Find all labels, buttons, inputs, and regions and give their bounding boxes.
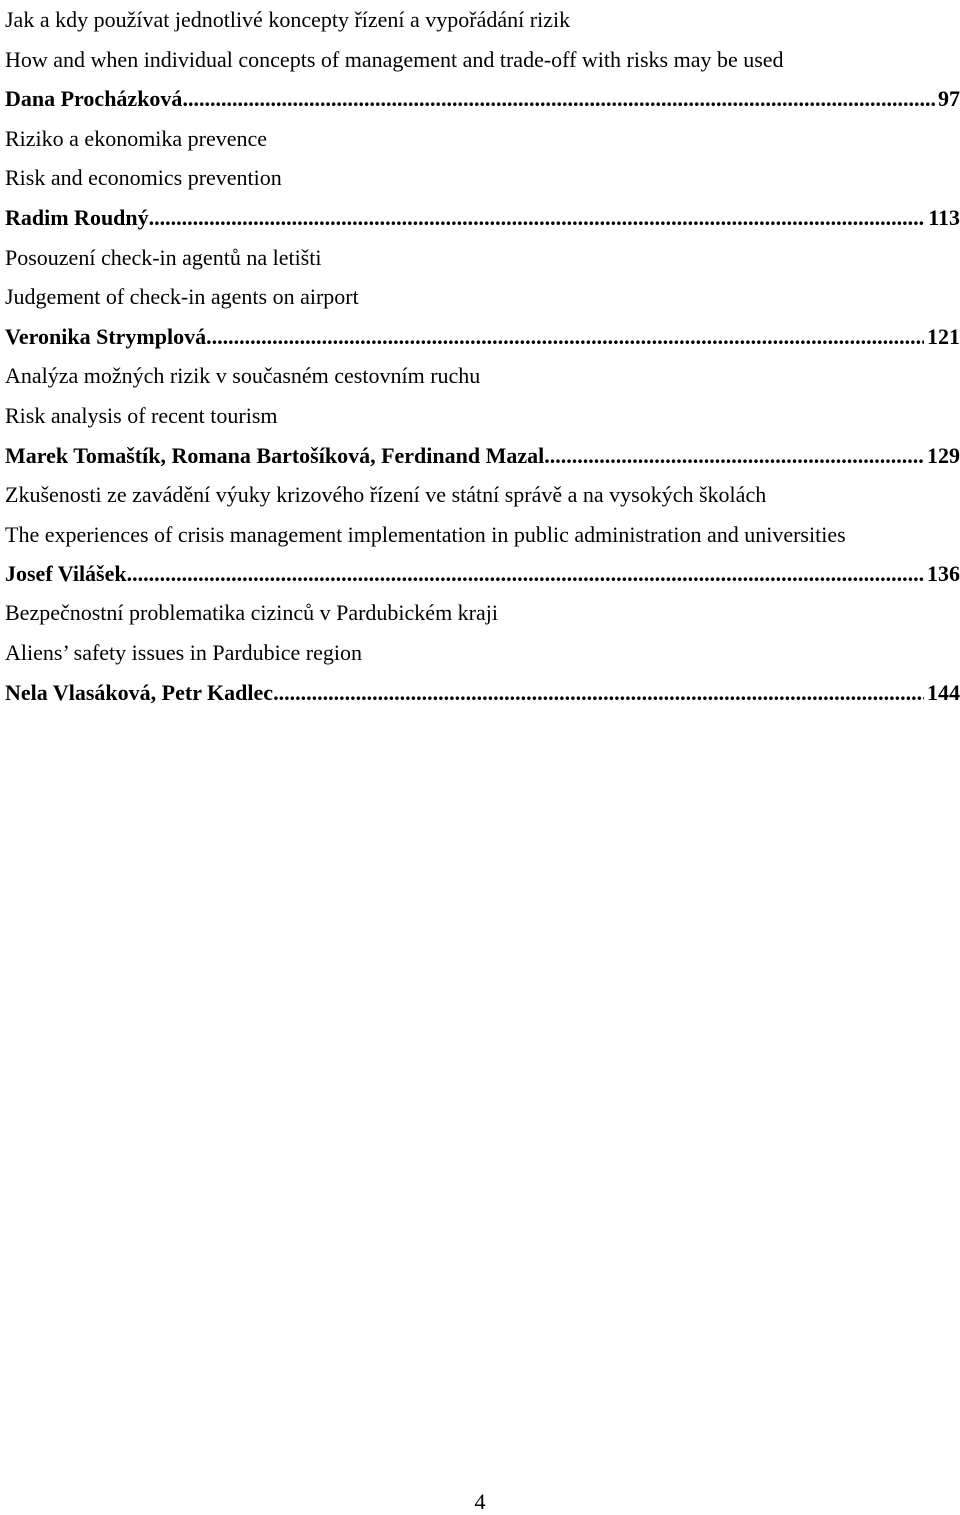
toc-title-english: Risk analysis of recent tourism xyxy=(5,402,278,428)
toc-authors: Marek Tomaštík, Romana Bartošíková, Ferdinand Mazal xyxy=(5,442,545,468)
toc-title-english: How and when individual concepts of management and trade-off with risks may be used xyxy=(5,46,784,72)
toc-author-line[interactable] xyxy=(5,79,960,119)
toc-author-line[interactable] xyxy=(5,554,960,594)
toc-entry xyxy=(5,475,960,593)
toc-author-line[interactable] xyxy=(5,198,960,238)
dot-leader xyxy=(149,198,926,238)
toc-page-number: 121 xyxy=(927,323,960,349)
dot-leader xyxy=(127,554,924,594)
toc-entry xyxy=(5,593,960,712)
toc-page-number: 129 xyxy=(927,442,960,468)
toc-entry xyxy=(5,238,960,357)
toc-authors: Josef Vilášek xyxy=(5,560,127,586)
toc-entry xyxy=(5,0,960,119)
toc-page-number: 113 xyxy=(928,204,960,230)
toc-title-czech: Analýza možných rizik v současném cestovním ruchu xyxy=(5,363,481,389)
dot-leader xyxy=(206,317,924,357)
toc-title-english: The experiences of crisis management implementation in public administration and universities xyxy=(5,521,846,547)
dot-leader xyxy=(273,673,924,713)
toc-authors: Dana Procházková xyxy=(5,86,183,112)
page-number-footer: 4 xyxy=(474,1489,486,1514)
toc-title-czech: Zkušenosti ze zavádění výuky krizového řízení ve státní správě a na vysokých školách xyxy=(5,482,767,508)
toc-page-number: 136 xyxy=(927,560,960,586)
toc-author-line[interactable] xyxy=(5,436,960,476)
toc-title-english: Judgement of check-in agents on airport xyxy=(5,284,359,310)
toc-authors: Radim Roudný xyxy=(5,204,149,230)
toc-entry xyxy=(5,119,960,238)
toc-title-english: Risk and economics prevention xyxy=(5,165,282,191)
toc-authors: Veronika Strymplová xyxy=(5,323,207,349)
toc-entry xyxy=(5,356,960,475)
toc-title-czech: Bezpečnostní problematika cizinců v Pardubickém kraji xyxy=(5,600,499,626)
toc-page-number: 144 xyxy=(927,679,960,705)
toc-author-line[interactable] xyxy=(5,673,960,713)
toc-title-english: Aliens’ safety issues in Pardubice region xyxy=(5,639,363,665)
dot-leader xyxy=(182,79,935,119)
dot-leader xyxy=(544,436,924,476)
toc-title-czech: Jak a kdy používat jednotlivé koncepty řízení a vypořádání rizik xyxy=(5,7,571,32)
toc-title-czech: Riziko a ekonomika prevence xyxy=(5,125,268,151)
toc-author-line[interactable] xyxy=(5,317,960,357)
toc-authors: Nela Vlasáková, Petr Kadlec xyxy=(5,679,274,705)
table-of-contents xyxy=(5,0,960,712)
toc-page-number: 97 xyxy=(938,86,960,112)
toc-title-czech: Posouzení check-in agentů na letišti xyxy=(5,244,322,270)
